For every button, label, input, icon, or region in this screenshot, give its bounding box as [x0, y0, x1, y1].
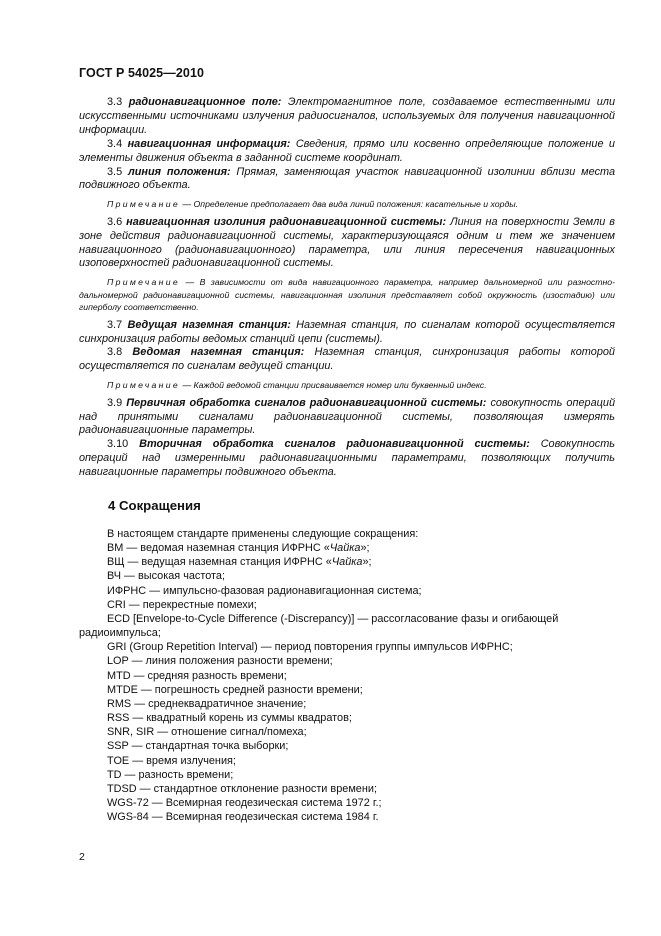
page-number: 2	[79, 851, 85, 863]
abbr-item: SNR, SIR — отношение сигнал/помеха;	[107, 726, 307, 739]
abbr-item: TD — разность времени;	[107, 768, 234, 781]
definitions-block	[79, 96, 615, 480]
abbr-item: SSP — стандартная точка выборки;	[107, 740, 289, 753]
abbr-item: MTD — средняя разность времени;	[107, 669, 287, 682]
term-3-6: 3.6 навигационная изолиния радионавигационной системы: Линия на поверхности Земли в зоне действия радионавигационной системы, характеризующаяся одним и тем же значением навигационного (радионавигационного) параметра, или линия пересечения навигационных изоповерхностей радионавигационной системы.	[79, 215, 615, 270]
abbr-item: ВЩ — ведущая наземная станция ИФРНС «Чайка»;	[107, 556, 372, 569]
term-3-7: 3.7 Ведущая наземная станция: Наземная станция, по сигналам которой осуществляется синхронизация работы ведомых станций цепи (системы).	[79, 318, 616, 345]
term-3-5: 3.5 линия положения: Прямая, заменяющая участок навигационной изолинии вблизи места подвижного объекта.	[79, 165, 616, 192]
abbr-item: TDSD — стандартное отклонение разности времени;	[107, 782, 377, 795]
abbr-item: GRI (Group Repetition Interval) — период повторения группы импульсов ИФРНС;	[107, 641, 513, 654]
note-2: Примечание — В зависимости от вида навигационного параметра, например дальномерной или разностно-дальномерной радионавигационной системы, навигационная изолиния представляет собой окружность (изостадию) или гиперболу соответственно.	[79, 277, 615, 313]
term-3-8: 3.8 Ведомая наземная станция: Наземная станция, синхронизация работы которой осуществляется по сигналам ведущей станции.	[79, 346, 615, 373]
abbreviations-intro: В настоящем стандарте применены следующие сокращения:	[107, 528, 419, 540]
abbr-item: ВЧ — высокая частота;	[107, 570, 226, 583]
section-4-title: 4 Сокращения	[108, 498, 201, 513]
abbr-item: MTDE — погрешность средней разности времени;	[107, 683, 363, 696]
abbr-item: WGS-84 — Всемирная геодезическая система 1984 г.	[107, 811, 379, 824]
abbr-item: ИФРНС — импульсно-фазовая радионавигационная система;	[107, 584, 422, 597]
abbr-item: RMS — среднеквадратичное значение;	[107, 697, 307, 710]
term-3-3: 3.3 радионавигационное поле: Электромагнитное поле, создаваемое естественными или искусственными источниками излучения радиосигналов, используемых для получения навигационной информации.	[79, 96, 615, 136]
abbr-item: ВМ — ведомая наземная станция ИФРНС «Чайка»;	[107, 542, 370, 555]
term-3-10: 3.10 Вторичная обработка сигналов радионавигационной системы: Совокупность операций над измеренными радионавигационными параметрами, позволяющих получить навигационные параметры подвижного объекта.	[79, 438, 615, 479]
term-3-4: 3.4 навигационная информация: Сведения, прямо или косвенно определяющие положение и элементы движения объекта в заданной системе координат.	[79, 137, 615, 164]
abbr-item: RSS — квадратный корень из суммы квадратов;	[107, 712, 352, 725]
document-code-header: ГОСТ Р 54025—2010	[79, 66, 205, 80]
abbr-item: LOP — линия положения разности времени;	[107, 655, 333, 668]
term-3-9: 3.9 Первичная обработка сигналов радионавигационной системы: совокупность операций над принятыми сигналами радионавигационной системы, позволяющая измерять радионавигационные параметры.	[79, 396, 615, 437]
note-1: Примечание — Определение предполагает два вида линий положения: касательные и хорды.	[107, 199, 519, 210]
abbr-item: WGS-72 — Всемирная геодезическая система 1972 г.;	[107, 796, 382, 809]
abbr-item: CRI — перекрестные помехи;	[107, 598, 257, 611]
abbreviations-list	[79, 527, 615, 824]
abbr-item: ECD [Envelope-to-Cycle Difference (-Discrepancy)] — рассогласование фазы и огибающей радиоимпульса;	[79, 612, 559, 640]
note-3: Примечание — Каждой ведомой станции присваивается номер или буквенный индекс.	[107, 380, 487, 391]
abbr-item: TOE — время излучения;	[107, 754, 236, 767]
